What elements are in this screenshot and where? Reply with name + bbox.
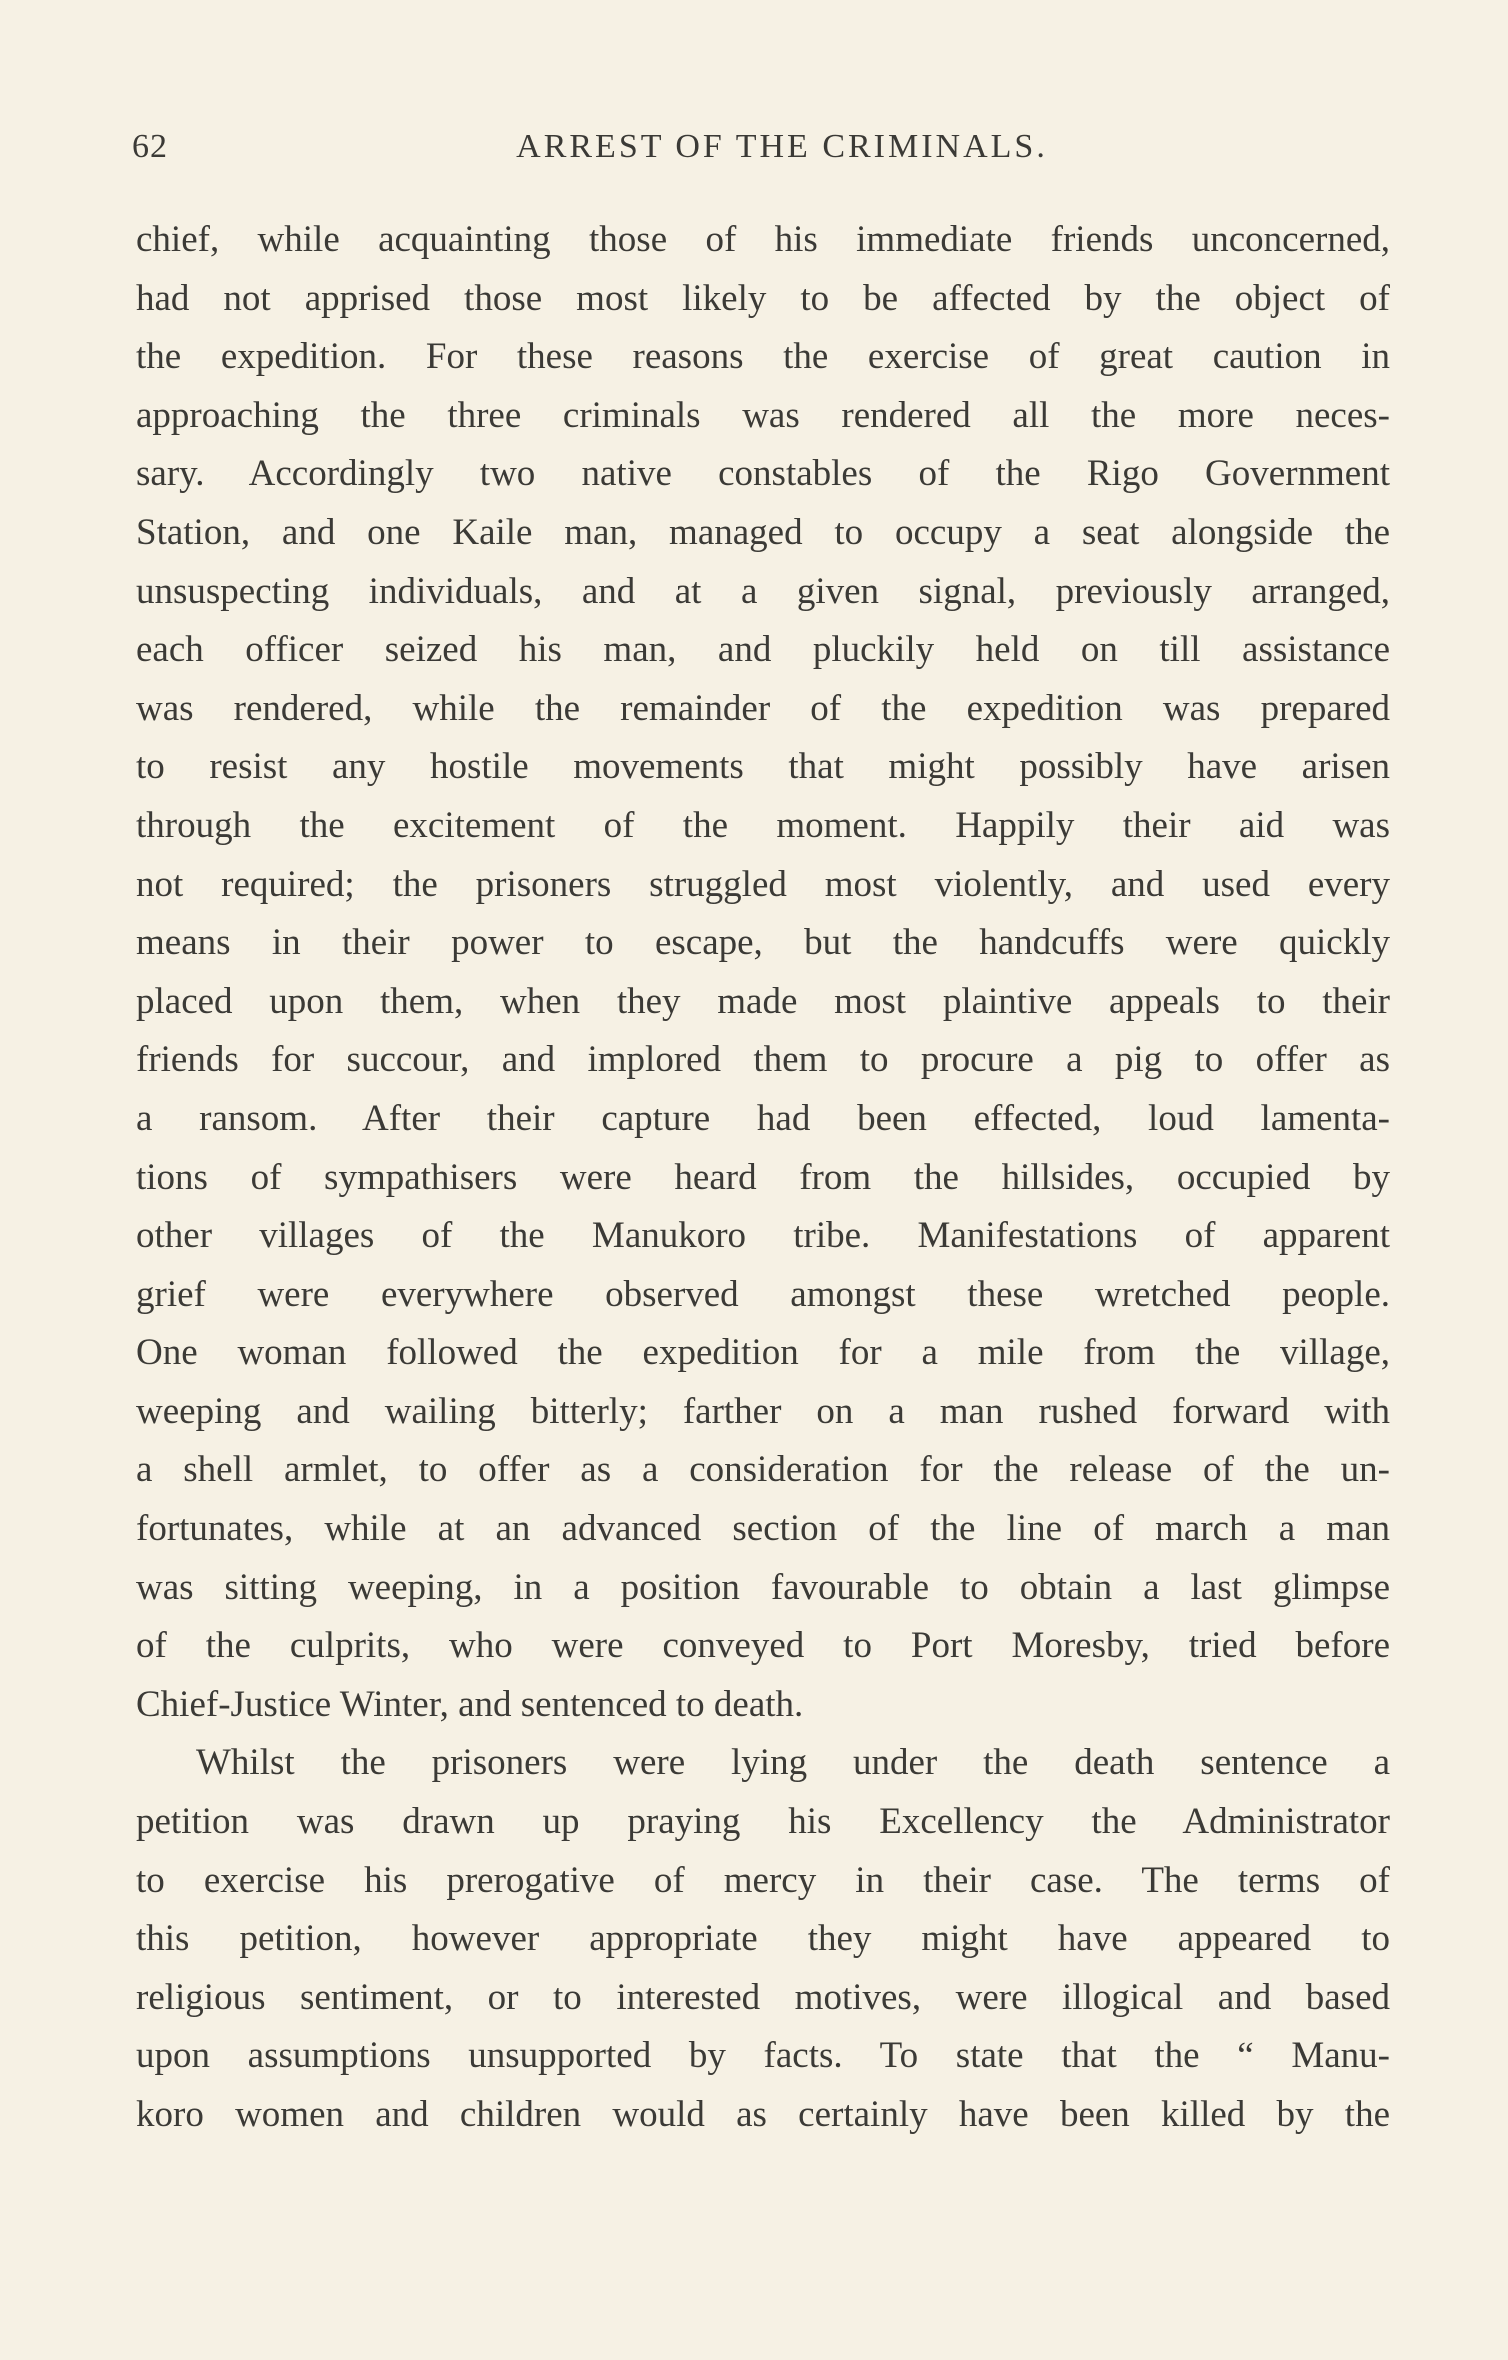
text-line: placed upon them, when they made most plaintive appeals to their	[136, 980, 1390, 1022]
text-line: friends for succour, and implored them to procure a pig to offer as	[136, 1039, 1390, 1081]
text-line: grief were everywhere observed amongst these wretched people.	[136, 1273, 1390, 1315]
text-line: each officer seized his man, and pluckily held on till assistance	[136, 629, 1390, 671]
text-line: sary. Accordingly two native constables of the Rigo Government	[136, 453, 1390, 495]
text-line: tions of sympathisers were heard from the hillsides, occupied by	[136, 1156, 1390, 1198]
body-text	[136, 211, 1390, 2145]
text-line: not required; the prisoners struggled most violently, and used every	[136, 863, 1390, 905]
text-line: to resist any hostile movements that might possibly have arisen	[136, 746, 1390, 788]
text-line: Station, and one Kaile man, managed to occupy a seat alongside the	[136, 511, 1390, 553]
running-head	[132, 128, 1392, 176]
text-line: religious sentiment, or to interested motives, were illogical and based	[136, 1976, 1390, 2018]
text-line: to exercise his prerogative of mercy in their case. The terms of	[136, 1859, 1390, 1901]
text-line: One woman followed the expedition for a mile from the village,	[136, 1332, 1390, 1374]
text-line: had not apprised those most likely to be affected by the object of	[136, 277, 1390, 319]
text-line: was rendered, while the remainder of the expedition was prepared	[136, 687, 1390, 729]
text-line: weeping and wailing bitterly; farther on a man rushed forward with	[136, 1390, 1390, 1432]
text-line: upon assumptions unsupported by facts. To state that the “ Manu-	[136, 2035, 1390, 2077]
text-line: Chief-Justice Winter, and sentenced to death.	[136, 1683, 804, 1725]
running-title: ARREST OF THE CRIMINALS.	[516, 128, 1048, 165]
text-line: a shell armlet, to offer as a consideration for the release of the un-	[136, 1449, 1390, 1491]
text-line: other villages of the Manukoro tribe. Manifestations of apparent	[136, 1215, 1390, 1257]
text-line: a ransom. After their capture had been effected, loud lamenta-	[136, 1097, 1390, 1139]
text-line: koro women and children would as certainly have been killed by the	[136, 2094, 1390, 2135]
text-line: the expedition. For these reasons the exercise of great caution in	[136, 336, 1390, 378]
text-line: this petition, however appropriate they might have appeared to	[136, 1918, 1390, 1960]
text-line: Whilst the prisoners were lying under the death sentence a	[196, 1742, 1390, 1784]
text-line: unsuspecting individuals, and at a given signal, previously arranged,	[136, 570, 1390, 612]
text-line: means in their power to escape, but the handcuffs were quickly	[136, 922, 1390, 964]
text-line: chief, while acquainting those of his immediate friends unconcerned,	[136, 219, 1390, 260]
page-number: 62	[132, 128, 168, 165]
text-line: approaching the three criminals was rendered all the more neces-	[136, 394, 1390, 436]
text-line: petition was drawn up praying his Excellency the Administrator	[136, 1801, 1390, 1843]
text-line: was sitting weeping, in a position favourable to obtain a last glimpse	[136, 1566, 1390, 1608]
text-line: through the excitement of the moment. Happily their aid was	[136, 804, 1390, 846]
text-line: of the culprits, who were conveyed to Port Moresby, tried before	[136, 1625, 1390, 1667]
text-line: fortunates, while at an advanced section of the line of march a man	[136, 1508, 1390, 1550]
